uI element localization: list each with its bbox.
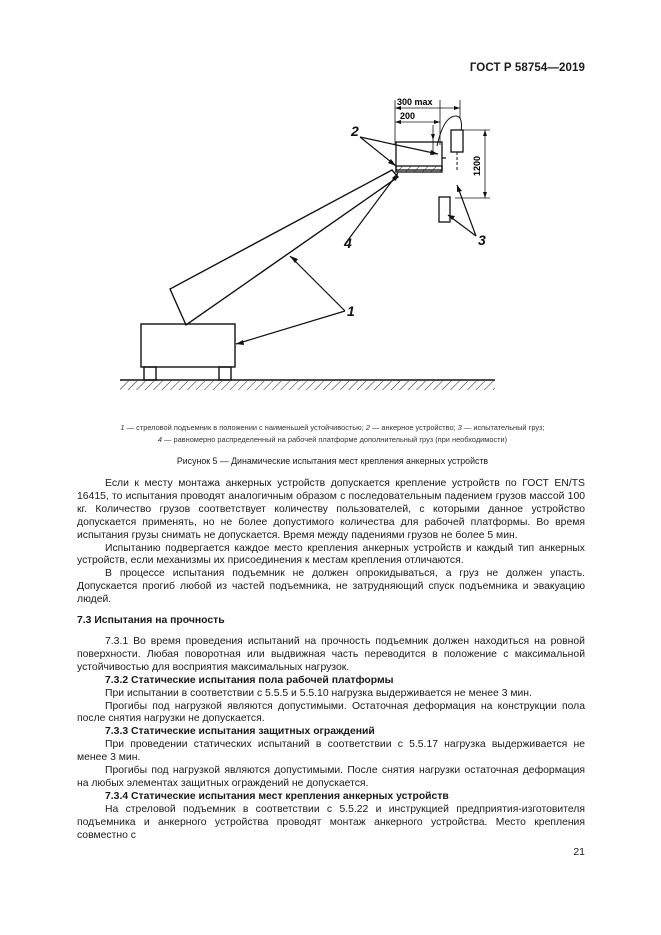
subsection-heading: 7.3.3 Статические испытания защитных ограждений: [105, 726, 375, 738]
legend-num-4: 4: [157, 434, 162, 444]
figure-legend: [60, 422, 605, 445]
legend-text-3: — испытательный груз;: [461, 423, 545, 432]
legend-num-2: 2: [365, 423, 370, 432]
paragraph: 7.3.1 Во время проведения испытаний на прочность подъемник должен находиться на ровной поверхности. Любая поворотная или выдвижная часть переводится в положение с максимальной устойчивостью для восприятия максимальных нагрузок.: [77, 635, 585, 673]
ground: [120, 380, 495, 390]
legend-num-3: 3: [457, 423, 462, 432]
figure-5-diagram: [0, 0, 661, 420]
dim-300-max: 300 max: [397, 97, 433, 107]
paragraph: Прогибы под нагрузкой являются допустимыми. Остаточная деформация на конструкции пола после снятия нагрузки не допускается.: [77, 700, 585, 725]
figure-caption: Рисунок 5 — Динамические испытания мест крепления анкерных устройств: [176, 456, 489, 466]
legend-text-1: — стреловой подъемник в положении с наименьшей устойчивостью;: [124, 423, 366, 432]
callout-4: 4: [344, 235, 352, 251]
subsection-heading: 7.3.4 Статические испытания мест крепления анкерных устройств: [105, 790, 449, 802]
legend-text-2: — анкерное устройство;: [369, 423, 458, 432]
dim-200: 200: [400, 111, 416, 121]
paragraph: Если к месту монтажа анкерных устройств допускается крепление устройств по ГОСТ EN/TS 16415, то испытания проводят аналогичным образом с последовательным падением грузов массой 100 кг. Количество грузов соответствует количеству пользователей, с которыми данное устройство допускается применять, но не более допустимого количества для рабочей платформы. Во время испытания грузы снимать не допускается. Время между падениями грузов не более 5 мин.: [77, 478, 585, 541]
boom: [170, 170, 398, 325]
legend-num-1: 1: [120, 423, 125, 432]
subsection-heading: 7.3.2 Статические испытания пола рабочей платформы: [105, 674, 394, 686]
callout-2: 2: [351, 123, 359, 139]
paragraph: На стреловой подъемник в соответствии с 5.5.22 и инструкцией предприятия-изготовителя подъемника и анкерного устройства проводят монтаж анкерного устройства. Место крепления совместно с: [77, 803, 585, 841]
paragraph: При проведении статических испытаний в соответствии с 5.5.17 нагрузка выдерживается не менее 3 мин.: [77, 739, 585, 764]
document-header: ГОСТ Р 58754—2019: [469, 62, 585, 74]
lift-base: [141, 324, 235, 380]
callout-1: 1: [347, 303, 355, 319]
paragraph: Прогибы под нагрузкой являются допустимыми. После снятия нагрузки остаточная деформация на любых элементах защитных ограждений не допускается.: [77, 765, 585, 789]
dim-1200: 1200: [472, 155, 482, 176]
test-load-dropped: [439, 197, 450, 222]
paragraph: В процессе испытания подъемник не должен опрокидываться, а груз не должен упасть. Допускается прогиб любой из частей подъемника, не затрудняющий спуск подъемника и эвакуацию людей.: [77, 568, 585, 606]
callout-3: 3: [478, 232, 486, 248]
body-text: [77, 478, 585, 842]
section-heading: 7.3 Испытания на прочность: [77, 615, 225, 627]
paragraph: При испытании в соответствии с 5.5.5 и 5.5.10 нагрузка выдерживается не менее 3 мин.: [105, 687, 532, 699]
page-number: 21: [573, 846, 585, 858]
legend-text-4: — равномерно распределенный на рабочей платформе дополнительный груз (при необходимости): [161, 434, 508, 444]
anchor-rope: [437, 116, 463, 172]
paragraph: Испытанию подвергается каждое место крепления анкерных устройств и каждый тип анкерных устройств, если механизмы их присоединения к местам крепления отличаются.: [77, 542, 585, 567]
